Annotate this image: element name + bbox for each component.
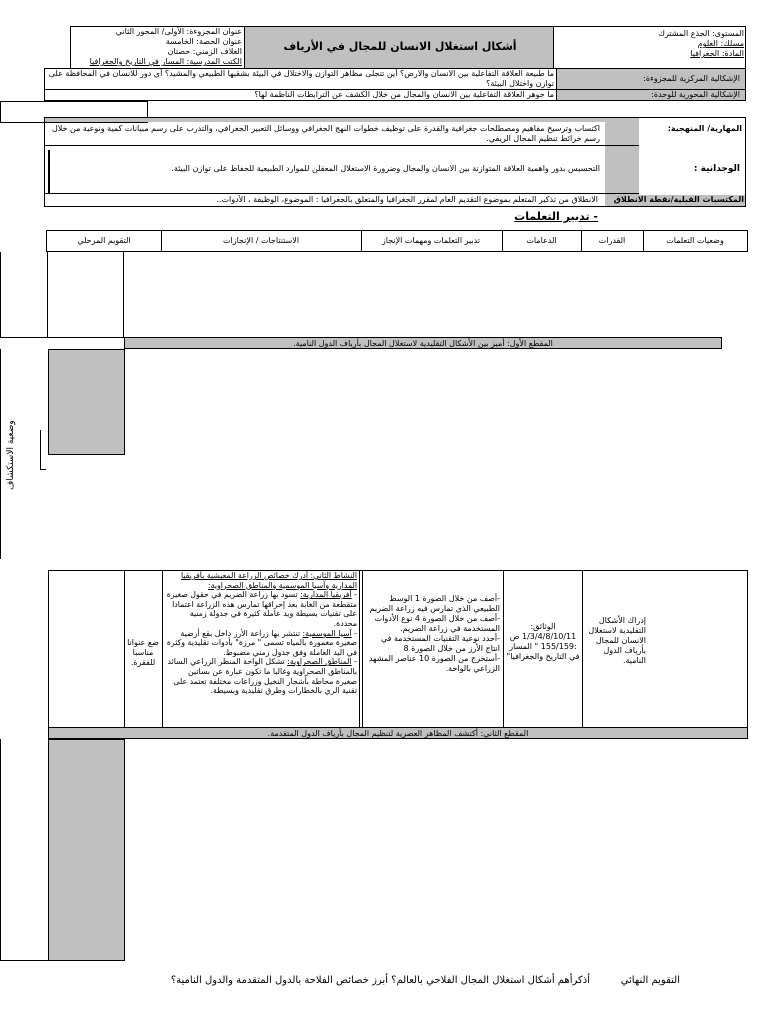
discovery-left-border [0, 349, 1, 559]
conclusion-head: آسيا الموسمية: [302, 628, 352, 638]
discovery-marks [40, 430, 46, 470]
conclusion-body: تشكل الواحة المنظر الزراعي السائد بالمناطق الصحراوية وغالبا ما تكون عبارة عن بساتين صغيرة محاطة بأشجار النخيل وزراعات مختلفة تعتمد على تقنية الري بالخطارات وطرق تقليدية وبسيطة. [167, 657, 357, 696]
empty-body-divider [47, 252, 48, 338]
col-supports: الدعامات [526, 236, 557, 245]
reference-label: الكتب المدرسية: المسار في التاريخ والجغرافيا [89, 57, 242, 66]
bottom-left-border [0, 739, 48, 961]
lesson-label: عنوان الحصة: الخامسة [165, 37, 242, 46]
conclusion-head: أفريقيا المدارية: [300, 590, 352, 600]
discovery-label: وضعية الاستكشاف [6, 420, 16, 490]
unit-problem-label: الإشكالية المحورية للوحدة: [651, 90, 740, 99]
lesson-title: أشكال استغلال الانسان للمجال في الأرياف [283, 40, 517, 53]
col-divider [161, 231, 162, 251]
col-divider [643, 231, 644, 251]
central-problem-label: الإشكالية المركزية للمجزوءة: [643, 74, 740, 83]
header-module-info [72, 27, 242, 68]
row-divider [503, 571, 504, 727]
part1-title: المقطع الأول: أميز بين الأشكال التقليدية لاستغلال المجال بأرياف الدول النامية. [124, 337, 722, 349]
final-eval-text: أذكرأهم أشكال استغلال المجال الفلاحي بالعالم؟ أبرز خصائص الفلاحة بالدول المتقدمة والدول النامية؟ [170, 975, 590, 986]
col-evaluation: التقويم المرحلي [77, 236, 131, 245]
col-divider [361, 231, 362, 251]
tasks-cell [366, 594, 500, 674]
prior-text: الانطلاق من تذكير المتعلم بموضوع التقديم العام لمقرر الجغرافيا والمتعلق بالجغرافيا : الموضوع، الوظيفة ، الأدوات.. [216, 195, 598, 204]
skills-label: المهارية/ المنهجية: [667, 124, 742, 133]
conclusion-item: - آسيا الموسمية: تنتشر بها زراعة الأرز داخل بقع أرضية صغيرة مغمورة بالمياه تسمى " مرزة" بأدوات تقليدية وكثرة في اليد العاملة وفق جدول زمني مضبوط. [166, 628, 357, 657]
unit-problem-text: ما جوهر العلاقة التفاعلية بين الانسان والمجال من خلال الكشف عن الترابطات الناظمة لها؟ [254, 90, 554, 99]
task-item: -أصف من خلال الصورة 1 الوسط الطبيعي الذي تمارس فيه زراعة الضريم [369, 594, 500, 613]
conclusions-title: النشاط الثاني: أدرك خصائص الزراعة المعيشية بأفريقيا المدارية وآسيا الموسمية والمناطق الصحراوية: [180, 571, 357, 590]
col-divider [502, 231, 503, 251]
row-divider [362, 571, 363, 727]
empty-body-block [0, 252, 124, 338]
col-abilities: القدرات [598, 236, 626, 245]
col-situations: وضعيات التعلمات [666, 236, 724, 245]
skills-text: اكتساب وترسيخ مفاهيم ومصطلحات جغرافية والقدرة على توظيف خطوات النهج الجغرافي ووسائل التعبير الجغرافي، والتدرب على رسم مبيانات كمية ونوعية من خلال رسم خرائط تنظيم المجال الريفي. [51, 124, 600, 143]
conclusion-head: المناطق الصحراوية: [287, 657, 352, 667]
task-item: -أحدد نوعية التقنيات المستخدمة في انتاج الأرز من خلال الصورة 8 [380, 634, 500, 653]
conclusion-body: تسود بها زراعة الضريم في حقول صغيرة متقطعة من الغابة بعد إحراقها تمارس هذه الزراعة اعتمادا على تقنيات بسيطة ويد عاملة كثيرة في جدولة زمنية محددة. [166, 590, 357, 628]
conclusions-cell [165, 571, 357, 727]
col-tasks: تدبير التعلمات ومهمات الإنجاز [381, 236, 481, 245]
section-title: - تدبير التعلمات [514, 210, 598, 223]
central-problem-text: ما طبيعة العلاقة التفاعلية بين الانسان والارض؟ أين تتجلى مظاهر التوازن والاختلال في البيئة بشقيها الطبيعي والمشيد؟ أي دور للانسان في المحافظة على توازن واختلال البيئة؟ [48, 69, 554, 88]
duration-label: الغلاف الزمني: حصتان [167, 47, 242, 56]
col-divider [581, 231, 582, 251]
emotional-label: الوجدانية : [693, 164, 740, 174]
level-label: المستوى: الجذع المشترك [658, 29, 744, 38]
header-course-info [556, 29, 744, 67]
conclusion-item: - أفريقيا المدارية: تسود بها زراعة الضريم في حقول صغيرة متقطعة من الغابة بعد إحراقها تمارس هذه الزراعة اعتمادا على تقنيات بسيطة ويد عاملة كثيرة في جدولة زمنية محددة. [166, 590, 357, 628]
conclusion-item: - المناطق الصحراوية: تشكل الواحة المنظر الزراعي السائد بالمناطق الصحراوية وغالبا ما تكون عبارة عن بساتين صغيرة محاطة بأشجار النخيل وزراعات مختلفة تعتمد على تقنية الري بالخطارات وطرق تقليدية وبسيطة. [167, 657, 357, 696]
bottom-gray-block [48, 739, 125, 961]
evaluation-cell: ضع عنوانا مناسبا للفقرة. [127, 638, 159, 667]
discovery-gray-block [48, 349, 125, 455]
task-item: -أستخرج من الصورة 10 عناصر المشهد الزراعي بالواحة. [368, 654, 500, 673]
conclusion-body: تنتشر بها زراعة الأرز داخل بقع أرضية صغيرة مغمورة بالمياه تسمى " مرزة" بأدوات تقليدية وكثرة في اليد العاملة وفق جدول زمني مضبوط. [166, 628, 357, 657]
supports-cell: الوثائق: 1/3/4/8/10/11 ص :155/159 " المسار في التاريخ والجغرافيا" [506, 622, 580, 661]
row-divider [124, 571, 125, 727]
final-eval-label: التقويم النهائي [620, 975, 680, 986]
row-divider [582, 571, 583, 727]
emotional-text: التحسيس بدور واهمية العلاقة المتوازنة بين الانسان والمجال وضرورة الاستغلال المعقلن للموارد الطبيعية للحفاظ على توازن البيئة. [171, 164, 600, 173]
prior-label: المكتسبات القبلية/نقطة الانطلاق [613, 195, 744, 204]
module-label: عنوان المجزوءة: الأولى/ المحور الثاني [115, 27, 242, 36]
col-conclusions: الاستنتاجات / الإنجازات [222, 236, 300, 245]
branch-label: مسلك: العلوم [697, 39, 744, 48]
situation-cell: إدراك الأشكال التقليدية لاستغلال الانسان للمجال بأرياف الدول النامية. [588, 616, 646, 665]
task-item: -أصف من خلال الصورة 4 نوع الأدوات المستخدمة في زراعة الضريم. [374, 614, 500, 633]
subject-label: المادة: الجغرافيا [690, 49, 744, 58]
part2-title: المقطع الثاني: أكتشف المظاهر العصرية لتنظيم المجال بأرياف الدول المتقدمة. [48, 727, 748, 739]
emotional-side-marks [48, 150, 60, 194]
